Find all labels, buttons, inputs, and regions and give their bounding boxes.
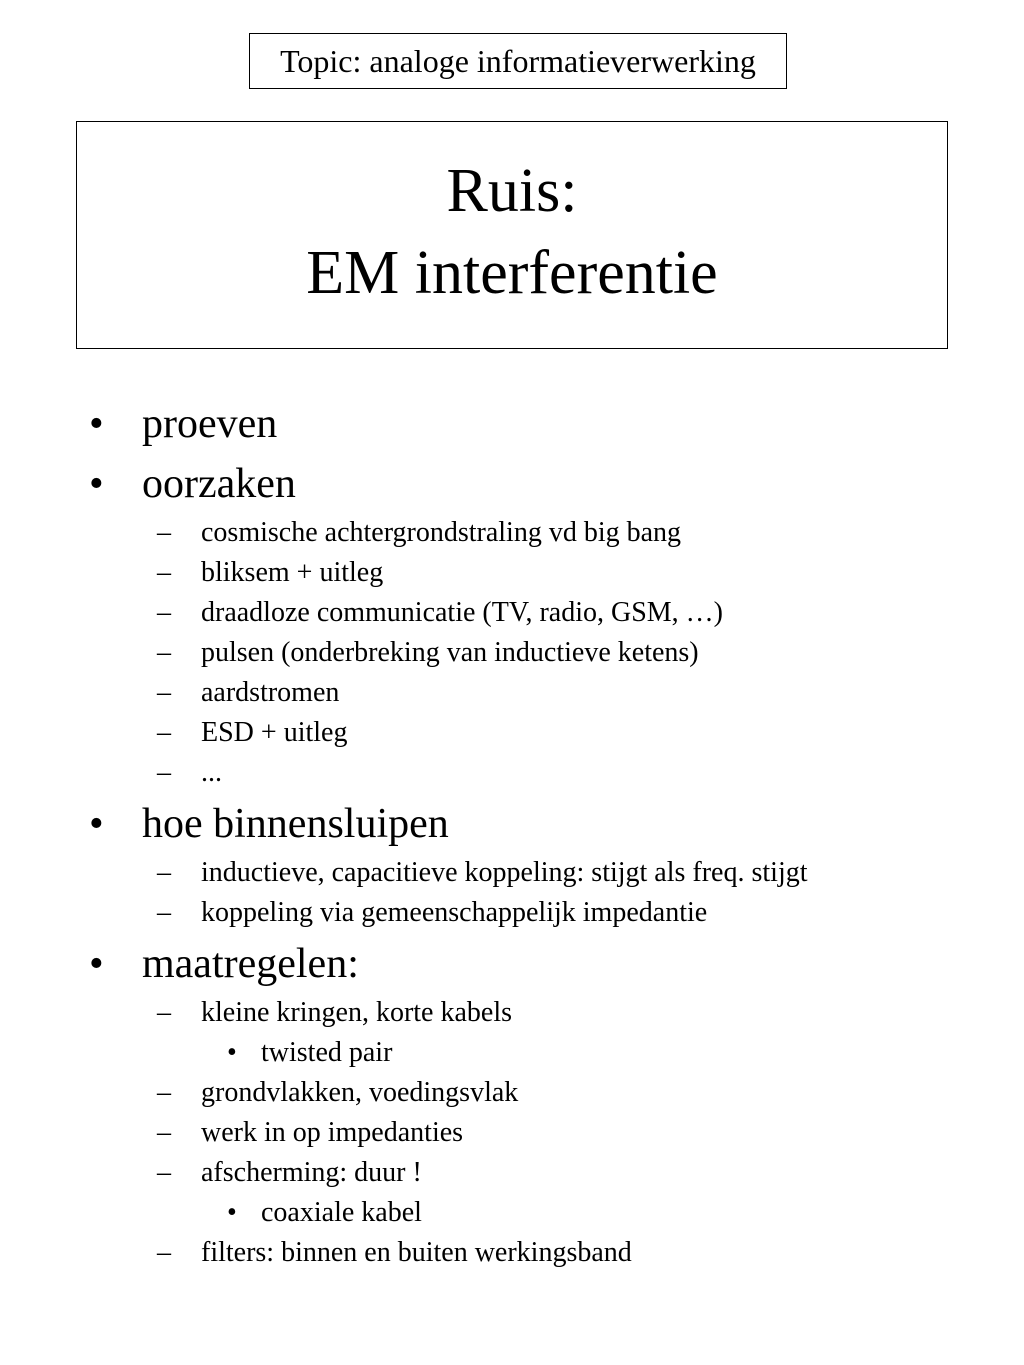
outline-item-text: werk in op impedanties	[201, 1116, 464, 1148]
outline-item-level-2	[157, 1236, 632, 1269]
outline-item-level-2	[157, 896, 708, 929]
bullet-marker: •	[89, 800, 104, 847]
dash-marker: –	[157, 996, 171, 1028]
outline-item-text: proeven	[142, 400, 278, 447]
outline-item-level-2	[157, 516, 682, 549]
outline-item-level-3	[227, 1196, 422, 1229]
outline-item-level-2	[157, 636, 699, 669]
title-line-1: Ruis:	[446, 157, 578, 225]
outline-item-text: oorzaken	[142, 460, 296, 507]
outline-item-text: maatregelen:	[142, 940, 359, 987]
outline-item-text: afscherming: duur !	[201, 1156, 422, 1188]
outline-item-level-2	[157, 1076, 519, 1109]
bullet-marker: •	[227, 1196, 237, 1228]
outline-item-text: ...	[201, 756, 222, 788]
outline-item-level-2	[157, 996, 513, 1029]
bullet-marker: •	[89, 400, 104, 447]
dash-marker: –	[157, 1236, 171, 1268]
dash-marker: –	[157, 896, 171, 928]
outline-item-level-2	[157, 596, 724, 629]
outline-item-text: draadloze communicatie (TV, radio, GSM, …)	[201, 596, 724, 628]
outline-item-level-1	[89, 400, 278, 448]
dash-marker: –	[157, 1076, 171, 1108]
dash-marker: –	[157, 716, 171, 748]
dash-marker: –	[157, 1156, 171, 1188]
outline-item-text: twisted pair	[261, 1036, 393, 1068]
outline-item-text: bliksem + uitleg	[201, 556, 384, 588]
title-line-2: EM interferentie	[306, 239, 718, 307]
dash-marker: –	[157, 756, 171, 788]
dash-marker: –	[157, 516, 171, 548]
bullet-marker: •	[227, 1036, 237, 1068]
outline-item-text: ESD + uitleg	[201, 716, 348, 748]
dash-marker: –	[157, 596, 171, 628]
topic-label: Topic: analoge informatieverwerking	[280, 42, 756, 79]
outline-item-text: filters: binnen en buiten werkingsband	[201, 1236, 632, 1268]
outline-item-text: coaxiale kabel	[261, 1196, 422, 1228]
dash-marker: –	[157, 856, 171, 888]
bullet-marker: •	[89, 460, 104, 507]
outline-item-level-2	[157, 756, 222, 789]
outline-item-level-1	[89, 460, 296, 508]
dash-marker: –	[157, 1116, 171, 1148]
outline-item-text: hoe binnensluipen	[142, 800, 449, 847]
outline-item-level-1	[89, 940, 359, 988]
outline-item-level-2	[157, 556, 384, 589]
outline-item-level-2	[157, 856, 808, 889]
dash-marker: –	[157, 556, 171, 588]
outline-item-level-2	[157, 676, 340, 709]
dash-marker: –	[157, 636, 171, 668]
outline-item-text: aardstromen	[201, 676, 340, 708]
outline-item-text: grondvlakken, voedingsvlak	[201, 1076, 519, 1108]
outline-item-text: pulsen (onderbreking van inductieve ketens)	[201, 636, 699, 668]
outline-item-level-2	[157, 716, 348, 749]
outline-item-level-2	[157, 1116, 464, 1149]
bullet-marker: •	[89, 940, 104, 987]
dash-marker: –	[157, 676, 171, 708]
outline-item-level-2	[157, 1156, 422, 1189]
outline-item-level-3	[227, 1036, 393, 1069]
outline-item-text: kleine kringen, korte kabels	[201, 996, 513, 1028]
outline-item-text: inductieve, capacitieve koppeling: stijgt als freq. stijgt	[201, 856, 808, 888]
outline-item-text: cosmische achtergrondstraling vd big bang	[201, 516, 682, 548]
outline-item-level-1	[89, 800, 449, 848]
outline-item-text: koppeling via gemeenschappelijk impedantie	[201, 896, 708, 928]
